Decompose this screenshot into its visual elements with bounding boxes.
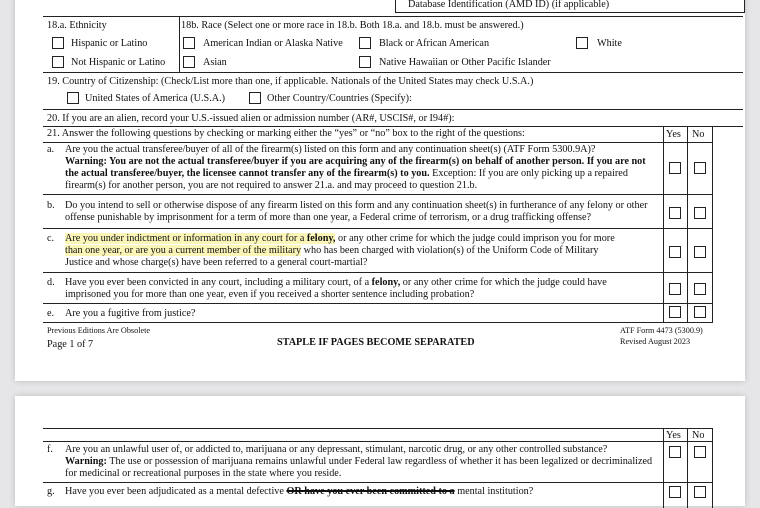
q21g-text-2: mental institution? [454,486,534,497]
q21c-highlight-2: than one year, or are you a current member of the military [65,245,302,256]
usa-checkbox[interactable] [67,92,79,104]
american-indian-label: American Indian or Alaska Native [203,38,343,49]
divider-18-vertical [179,16,180,72]
staple-notice: STAPLE IF PAGES BECOME SEPARATED [277,337,475,348]
q21g-no-checkbox[interactable] [694,486,706,498]
amd-id-label: Database Identification (AMD ID) (if applicable) [408,0,610,10]
q21b-yes-checkbox[interactable] [669,207,681,219]
white-label: White [597,38,622,49]
q21c-text-3: who has been charged with violation(s) of the Uniform Code of Military [301,245,599,256]
q21c-line-3: Justice and whose charge(s) have been referred to a general court-martial? [65,257,368,268]
white-checkbox[interactable] [576,37,588,49]
q21g-text-1: Have you ever been adjudicated as a mental defective [65,486,287,497]
asian-label: Asian [203,57,227,68]
q21b-no-checkbox[interactable] [694,207,706,219]
q21f-yes-checkbox[interactable] [669,446,681,458]
black-checkbox[interactable] [359,37,371,49]
previous-editions-note: Previous Editions Are Obsolete [47,326,151,335]
divider-18 [43,16,743,17]
table-bottom-border [43,322,713,323]
other-country-label: Other Country/Countries (Specify): [267,93,412,104]
page2-top-border [43,428,713,429]
amd-box-left-border [395,0,396,12]
yes-column-border [663,126,664,322]
revision-date: Revised August 2023 [620,337,691,346]
q21a-warning [65,156,661,192]
q21f-warning [65,456,661,480]
q21c-felony: felony, [306,233,336,244]
q21c-text-2: or any other crime for which the judge could imprison you for more [335,233,615,244]
yes-header: Yes [666,129,681,140]
q21a-no-checkbox[interactable] [694,162,706,174]
ethnicity-label: 18.a. Ethnicity [47,20,107,31]
not-hispanic-checkbox[interactable] [52,56,64,68]
q21e-letter: e. [47,308,55,319]
form-id: ATF Form 4473 (5300.9) [620,326,703,335]
q21d-text-2: or any other crime for which the judge could have imprisoned you for more than one year, even if you received a shorter sentence including probation? [65,277,607,300]
form-page-1 [15,0,745,381]
q21d-text-1: Have you ever been convicted in any court, including a military court, of a [65,277,372,288]
q21c-no-checkbox[interactable] [694,246,706,258]
q21c-line-1 [65,233,615,245]
q21a-yes-checkbox[interactable] [669,162,681,174]
q21d-no-checkbox[interactable] [694,283,706,295]
page2-yes-column-border [663,428,664,508]
q21b-letter: b. [47,200,55,211]
page-number: Page 1 of 7 [47,339,94,350]
divider-21b [43,194,713,195]
q21f-no-checkbox[interactable] [694,446,706,458]
page2-right-border [712,428,713,508]
q21a-exception: Exception: If you are only picking up a repaired firearm(s) for another person, you are not required to answer 21.a. and may proceed to question 21.b. [65,168,628,191]
race-label: 18b. Race (Select one or more race in 18.b. Both 18.a. and 18.b. must be answered.) [181,20,524,31]
divider-20 [43,109,743,110]
q21f-letter: f. [47,444,53,455]
divider-21g [43,482,713,483]
divider-21 [43,126,743,127]
q21g-letter: g. [47,486,55,497]
page2-no-column-border [687,428,688,508]
hispanic-checkbox[interactable] [52,37,64,49]
q21a-warning-bold: Warning: You are not the actual transferee/buyer if you are acquiring any of the firearm(s) on behalf of another person. If you are not the actual transferee/buyer, the licensee cannot transfer any of the firearm(s) to you. [65,156,646,179]
citizenship-label: 19. Country of Citizenship: (Check/List more than one, if applicable. Nationals of the United States may check U.S.A.) [47,76,534,87]
q21d-felony: felony, [371,277,401,288]
form-page-2 [15,396,745,506]
q21a-letter: a. [47,144,55,155]
amd-box-bottom-border [395,12,745,13]
no-header: No [692,129,705,140]
q21f-warning-bold: Warning: [65,456,107,467]
q21c-text-1: Are you under indictment or information in any court for a [65,233,307,244]
q21f-question: Are you an unlawful user of, or addicted to, marijuana or any depressant, stimulant, narcotic drug, or any other controlled substance? [65,444,608,455]
amd-box-right-border [744,0,745,12]
native-hawaiian-checkbox[interactable] [359,56,371,68]
q21e-question: Are you a fugitive from justice? [65,308,196,319]
q21g-question [65,486,533,498]
q21g-struck-text: OR have you ever been committed to a [286,486,455,497]
q21e-no-checkbox[interactable] [694,306,706,318]
q21d-yes-checkbox[interactable] [669,283,681,295]
divider-21a [43,142,713,143]
divider-21d [43,272,713,273]
q21f-warning-text: The use or possession of marijuana remains unlawful under Federal law regardless of whether it has been legalized or decriminalized for medicinal or recreational purposes in the state where you reside. [65,456,653,479]
divider-21c [43,228,713,229]
q21d-letter: d. [47,277,55,288]
table-right-border [712,126,713,322]
q21b-question: Do you intend to sell or otherwise dispose of any firearm listed on this form and any continuation sheet(s) in furtherance of any felony or other offense punishable by imprisonment for a term of more than one year, a Federal crime of terrorism, or a drug trafficking offense? [65,200,648,223]
black-label: Black or African American [379,38,490,49]
q21a-question: Are you the actual transferee/buyer of all of the firearm(s) listed on this form and any continuation sheet(s) (ATF Form 5300.9A)? [65,144,596,155]
no-column-border [687,126,688,322]
q21-header: 21. Answer the following questions by checking or marking either the “yes” or “no” box to the right of the questions: [47,128,525,139]
q21c-line-2 [65,245,599,257]
q21e-yes-checkbox[interactable] [669,306,681,318]
divider-21e [43,303,713,304]
american-indian-checkbox[interactable] [183,37,195,49]
q21c-highlight-1 [65,233,335,244]
hispanic-label: Hispanic or Latino [71,38,148,49]
other-country-checkbox[interactable] [249,92,261,104]
page2-yes-header: Yes [666,430,681,441]
q21c-yes-checkbox[interactable] [669,246,681,258]
divider-19 [43,72,743,73]
native-hawaiian-label: Native Hawaiian or Other Pacific Islander [379,57,551,68]
q21g-yes-checkbox[interactable] [669,486,681,498]
alien-number-label: 20. If you are an alien, record your U.S.-issued alien or admission number (AR#, USCIS#, or I94#): [47,113,455,124]
usa-label: United States of America (U.S.A.) [85,93,226,104]
q21c-letter: c. [47,233,55,244]
q21d-question [65,277,655,301]
page2-no-header: No [692,430,705,441]
page2-header-divider [43,441,713,442]
not-hispanic-label: Not Hispanic or Latino [71,57,166,68]
asian-checkbox[interactable] [183,56,195,68]
